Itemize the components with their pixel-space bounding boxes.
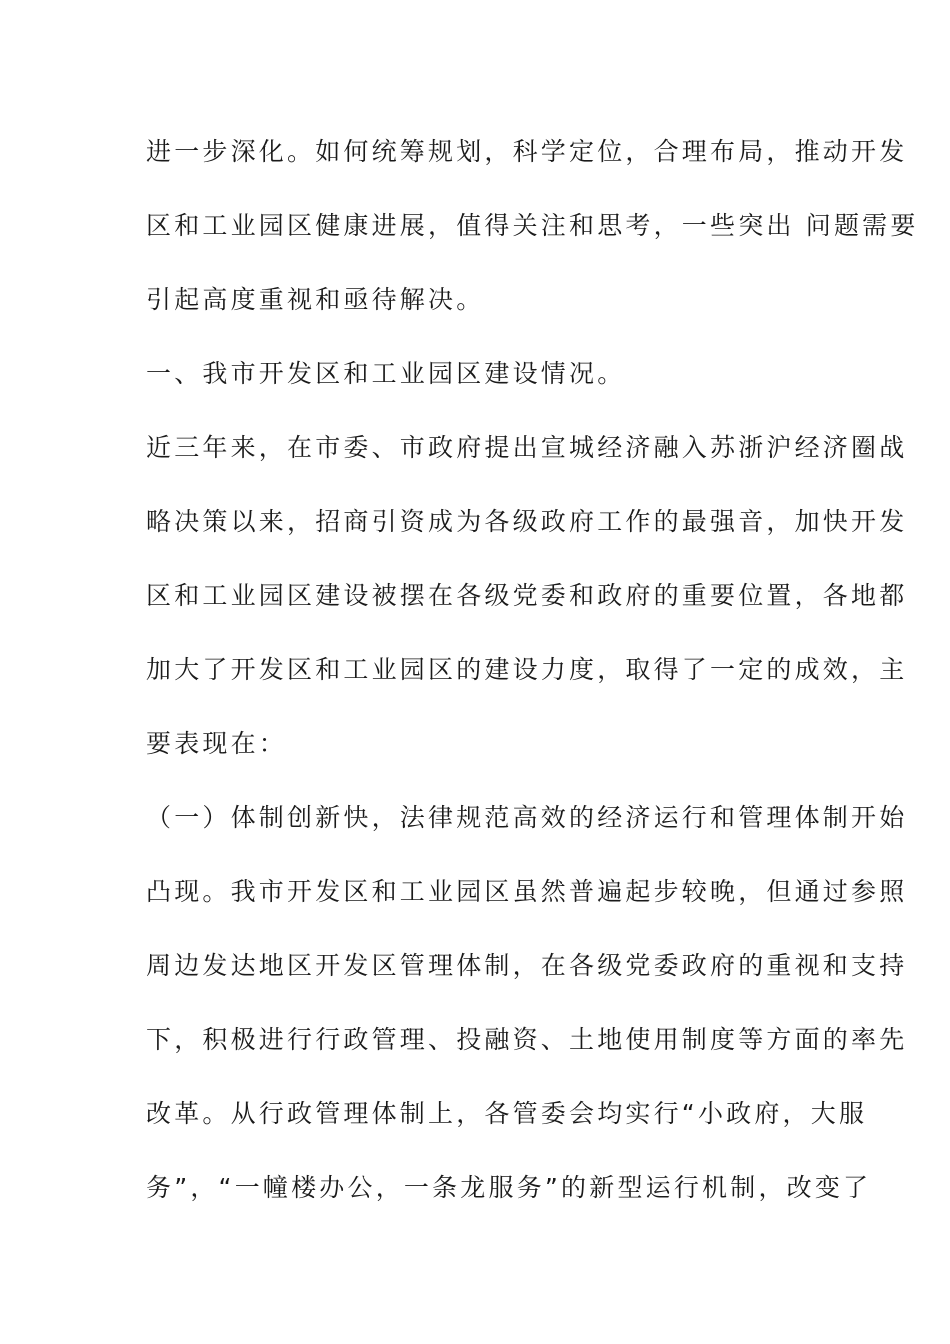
- text-line: 凸现。我市开发区和工业园区虽然普遍起步较晚，但通过参照: [146, 877, 908, 906]
- text-line: 区和工业园区建设被摆在各级党委和政府的重要位置，各地都: [146, 581, 908, 610]
- text-line: 略决策以来，招商引资成为各级政府工作的最强音，加快开发: [146, 507, 908, 536]
- section-heading: 一、我市开发区和工业园区建设情况。: [146, 359, 626, 388]
- text-line: 周边发达地区开发区管理体制，在各级党委政府的重视和支持: [146, 951, 908, 980]
- text-line: 加大了开发区和工业园区的建设力度，取得了一定的成效，主: [146, 655, 908, 684]
- subsection-heading-line: （一）体制创新快，法律规范高效的经济运行和管理体制开始: [146, 803, 908, 832]
- text-line: 改革。从行政管理体制上，各管委会均实行“小政府，大服: [146, 1099, 868, 1128]
- text-line: 务”，“一幢楼办公，一条龙服务”的新型运行机制，改变了: [146, 1173, 872, 1202]
- text-line: 区和工业园区健康进展，值得关注和思考，一些突出 问题需要: [146, 211, 919, 240]
- text-line: 近三年来，在市委、市政府提出宣城经济融入苏浙沪经济圈战: [146, 433, 908, 462]
- text-line: 进一步深化。如何统筹规划，科学定位，合理布局，推动开发: [146, 137, 908, 166]
- text-line: 引起高度重视和亟待解决。: [146, 285, 485, 314]
- text-line: 下，积极进行行政管理、投融资、土地使用制度等方面的率先: [146, 1025, 908, 1054]
- text-line: 要表现在：: [146, 729, 288, 758]
